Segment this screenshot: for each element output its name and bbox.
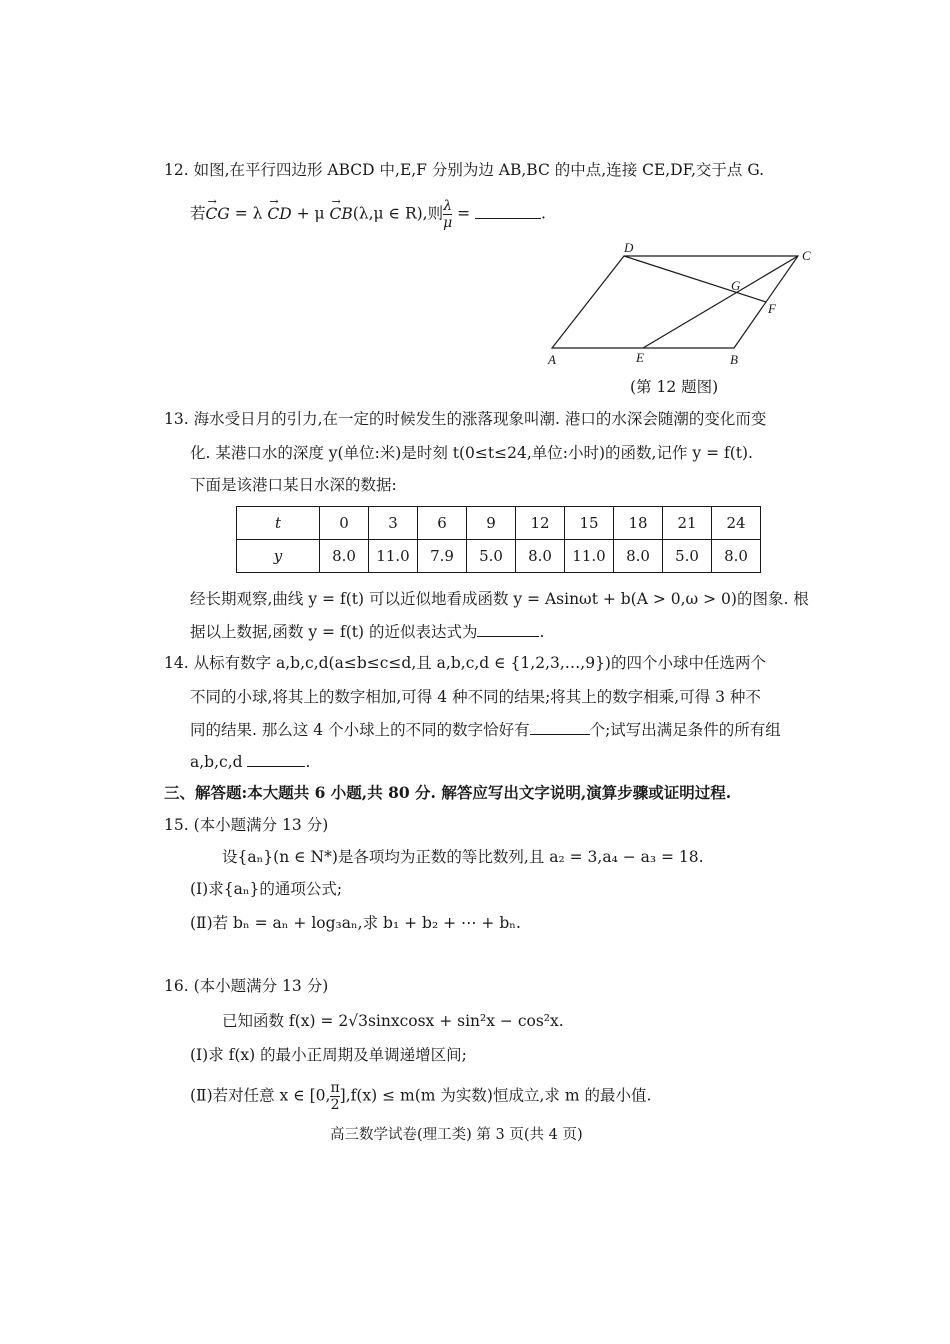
table-cell: 8.0: [516, 540, 565, 573]
q14-line1: 14. 从标有数字 a,b,c,d(a≤b≤c≤d,且 a,b,c,d ∈ {1,2,3,…,9})的四个小球中任选两个: [164, 654, 766, 672]
table-cell: 0: [320, 507, 369, 540]
label-e: E: [636, 350, 644, 365]
table-cell: 8.0: [320, 540, 369, 573]
q14-line3: 同的结果. 那么这 4 个小球上的不同的数字恰好有 个;试写出满足条件的所有组: [190, 718, 781, 741]
q16-heading: 16. (本小题满分 13 分): [164, 977, 329, 995]
q13-line5: 据以上数据,函数 y = f(t) 的近似表达式为 .: [190, 620, 544, 643]
label-f: F: [768, 301, 776, 316]
lambda-over-mu: $\frac{\lambda}{\mu}$: [443, 198, 453, 231]
label-b: B: [730, 352, 738, 367]
table-cell: 24: [712, 507, 761, 540]
label-c: C: [802, 248, 811, 263]
table-cell: 8.0: [712, 540, 761, 573]
parallelogram-abcd: [552, 256, 798, 348]
tide-data-table: [236, 506, 761, 573]
label-a: A: [548, 352, 556, 367]
label-g: G: [731, 278, 741, 293]
q15-heading: 15. (本小题满分 13 分): [164, 816, 329, 834]
table-cell: 5.0: [663, 540, 712, 573]
vector-cg: → CG: [206, 199, 230, 229]
table-header-t: t: [237, 507, 320, 540]
q12-figure-caption: (第 12 题图): [630, 378, 719, 396]
table-cell: 21: [663, 507, 712, 540]
q13-line1: 13. 海水受日月的引力,在一定的时候发生的涨落现象叫潮. 港口的水深会随潮的变化而变: [164, 410, 767, 428]
table-cell: 8.0: [614, 540, 663, 573]
table-header-y: y: [237, 540, 320, 573]
table-cell: 18: [614, 507, 663, 540]
q15-part2: (Ⅱ)若 bₙ = aₙ + log₃aₙ,求 b₁ + b₂ + ⋯ + bₙ.: [190, 914, 521, 932]
table-row-y: [237, 540, 761, 573]
q13-line2: 化. 某港口水的深度 y(单位:米)是时刻 t(0≤t≤24,单位:小时)的函数,记作 y = f(t).: [190, 444, 753, 462]
q15-stem: 设{aₙ}(n ∈ N*)是各项均为正数的等比数列,且 a₂ = 3,a₄ − a₃ = 18.: [222, 848, 704, 866]
q16-part1: (Ⅰ)求 f(x) 的最小正周期及单调递增区间;: [190, 1046, 467, 1064]
table-cell: 12: [516, 507, 565, 540]
q12-line1: 12. 如图,在平行四边形 ABCD 中,E,F 分别为边 AB,BC 的中点,连接 CE,DF,交于点 G.: [164, 161, 765, 179]
parallelogram-figure: [540, 236, 820, 376]
q14-groups-blank: [247, 750, 305, 767]
vector-cd: → CD: [267, 199, 291, 229]
q16-stem: 已知函数 f(x) = 2√3sinxcosx + sin²x − cos²x.: [222, 1012, 564, 1030]
q15-part1: (Ⅰ)求{aₙ}的通项公式;: [190, 880, 343, 898]
table-row-t: [237, 507, 761, 540]
q12-line2: 若→ CG = λ → CD + μ → CB(λ,μ ∈ R),则 $\frac{\lambda}{\mu}$ = .: [190, 198, 546, 231]
q13-line3: 下面是该港口某日水深的数据:: [190, 476, 397, 494]
segment-df: [624, 256, 766, 302]
label-d: D: [624, 240, 634, 255]
table-cell: 11.0: [369, 540, 418, 573]
q13-line4: 经长期观察,曲线 y = f(t) 可以近似地看成函数 y = Asinωt + b(A > 0,ω > 0)的图象. 根: [190, 590, 809, 608]
page-footer: 高三数学试卷(理工类) 第 3 页(共 4 页): [330, 1127, 583, 1143]
table-cell: 7.9: [418, 540, 467, 573]
q13-answer-blank: [477, 620, 539, 637]
table-cell: 6: [418, 507, 467, 540]
table-cell: 5.0: [467, 540, 516, 573]
table-cell: 15: [565, 507, 614, 540]
section-3-heading: 三、解答题:本大题共 6 小题,共 80 分. 解答应写出文字说明,演算步骤或证明过程.: [164, 783, 732, 802]
q14-line4: a,b,c,d .: [190, 750, 310, 773]
q14-count-blank: [530, 718, 590, 735]
q16-part2: (Ⅱ)若对任意 x ∈ [0, $\frac{\pi}{2}$ ],f(x) ≤ m(m 为实数)恒成立,求 m 的最小值.: [190, 1080, 652, 1113]
q12-answer-blank: [475, 202, 541, 219]
table-cell: 11.0: [565, 540, 614, 573]
pi-over-2: $\frac{\pi}{2}$: [330, 1080, 340, 1113]
table-cell: 9: [467, 507, 516, 540]
q14-line2: 不同的小球,将其上的数字相加,可得 4 种不同的结果;将其上的数字相乘,可得 3 种不: [190, 688, 761, 706]
vector-cb: → CB: [330, 199, 353, 229]
table-cell: 3: [369, 507, 418, 540]
